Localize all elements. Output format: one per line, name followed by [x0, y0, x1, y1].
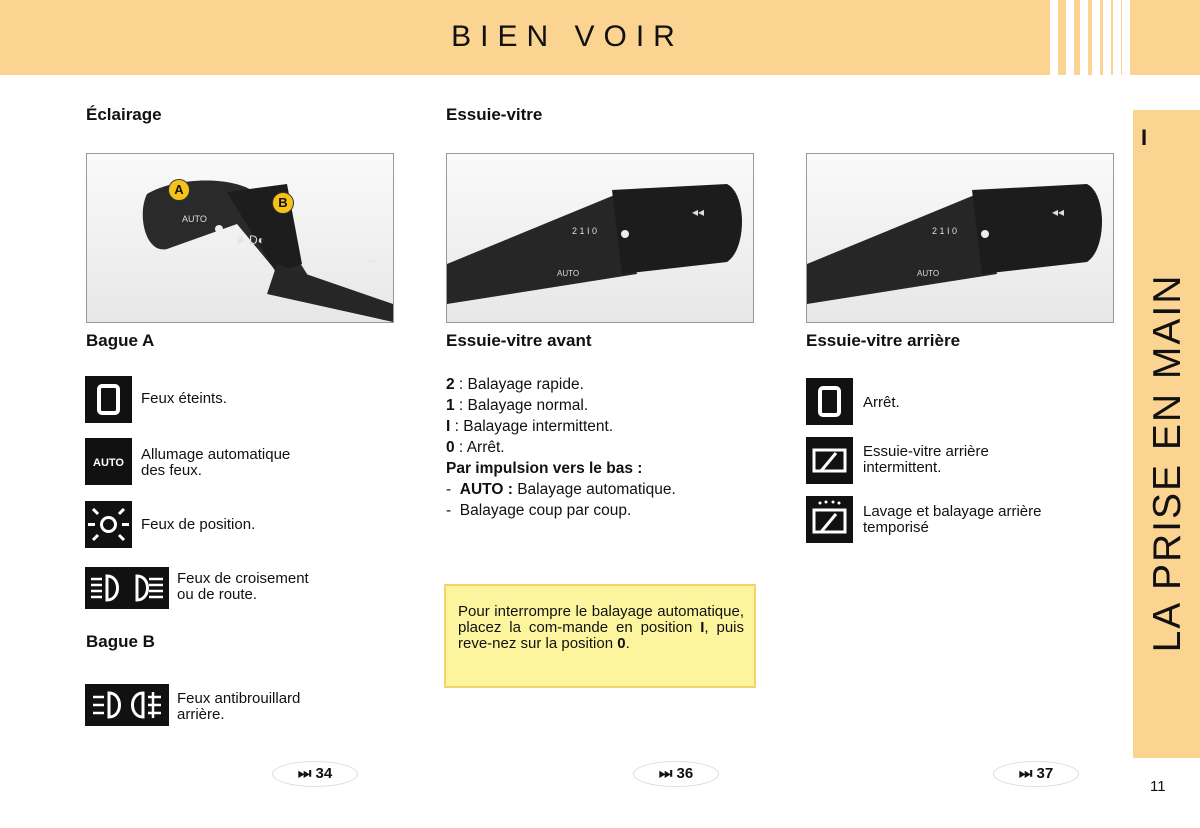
rear-wiper-heading: Essuie-vitre arrière	[806, 331, 961, 350]
svg-text:2 1 I 0: 2 1 I 0	[932, 226, 958, 236]
lights-off-label: Feux éteints.	[141, 390, 227, 407]
section-heading-essuie-vitre: Essuie-vitre	[446, 105, 543, 124]
svg-text:⇔: ⇔	[367, 253, 379, 267]
lights-off-icon	[85, 376, 132, 423]
headlamp-line2: ou de route.	[177, 586, 258, 603]
auto-icon	[85, 438, 132, 485]
auto-icon-label: AUTO	[93, 457, 124, 469]
stop-icon	[806, 378, 853, 425]
section-heading-eclairage: Éclairage	[86, 105, 162, 124]
chapter-title: LA PRISE EN MAIN	[1146, 273, 1189, 653]
bague-a-heading: Bague A	[86, 331, 155, 350]
rear-fog-icon	[85, 684, 169, 726]
badge-b: B	[272, 192, 294, 214]
svg-text:◂◂: ◂◂	[1052, 205, 1065, 219]
chapter-number: I	[1141, 125, 1148, 150]
side-light-label: Feux de position.	[141, 516, 256, 533]
rear-wiper-intermittent-icon	[806, 437, 853, 484]
forward-icon: ⏭	[1018, 765, 1033, 782]
rear-wash-line1: Lavage et balayage arrière	[863, 503, 1042, 520]
rear-fog-line1: Feux antibrouillard	[177, 690, 301, 707]
rear-wiper-intermittent-line2: intermittent.	[863, 459, 942, 476]
note-text: Pour interrompre le balayage automatique, placez la com-mande en position I, puis reve-nez sur la position 0.	[458, 603, 744, 652]
headlamp-icon	[85, 567, 169, 609]
side-light-icon	[85, 501, 132, 548]
headlamp-label	[177, 571, 309, 603]
auto-lighting-line2: des feux.	[141, 462, 202, 479]
page-reference-37[interactable]: ⏭ 37	[993, 761, 1079, 787]
position-line: 0 : Arrêt.	[446, 439, 505, 456]
note-box	[444, 584, 756, 688]
forward-icon: ⏭	[297, 765, 312, 782]
impulse-title: Par impulsion vers le bas :	[446, 460, 643, 477]
svg-text:AUTO: AUTO	[182, 214, 207, 224]
svg-text:AUTO: AUTO	[917, 269, 940, 278]
headlamp-line1: Feux de croisement	[177, 570, 309, 587]
position-line: 1 : Balayage normal.	[446, 397, 589, 414]
svg-text:AUTO: AUTO	[557, 269, 580, 278]
badge-a: A	[168, 179, 190, 201]
page-reference-36[interactable]: ⏭ 36	[633, 761, 719, 787]
svg-text:◂◂: ◂◂	[692, 205, 705, 219]
position-line: I : Balayage intermittent.	[446, 418, 614, 435]
impulse-single-line: - Balayage coup par coup.	[446, 502, 632, 519]
svg-text:2 1 I 0: 2 1 I 0	[572, 226, 598, 236]
rear-wash-line2: temporisé	[863, 519, 929, 536]
forward-icon: ⏭	[658, 765, 673, 782]
front-wiper-positions	[446, 374, 676, 521]
auto-lighting-label	[141, 447, 290, 479]
rear-fog-label	[177, 691, 300, 723]
bague-b-heading: Bague B	[86, 632, 155, 651]
impulse-auto-line: - AUTO : Balayage automatique.	[446, 481, 676, 498]
rear-wiper-intermittent-label	[863, 444, 989, 476]
page-number: 11	[1150, 778, 1166, 795]
rear-fog-line2: arrière.	[177, 706, 225, 723]
rear-wiper-intermittent-line1: Essuie-vitre arrière	[863, 443, 989, 460]
stop-label: Arrêt.	[863, 394, 900, 411]
page-title: BIEN VOIR	[451, 20, 684, 53]
front-wiper-heading: Essuie-vitre avant	[446, 331, 592, 350]
position-line: 2 : Balayage rapide.	[446, 376, 584, 393]
rear-wash-label	[863, 504, 1113, 536]
front-wiper-stalk-photo	[446, 153, 754, 323]
rear-wiper-stalk-photo	[806, 153, 1114, 323]
auto-lighting-line1: Allumage automatique	[141, 446, 291, 463]
lighting-stalk-photo	[86, 153, 394, 323]
svg-text:≢D◐: ≢D◐	[237, 233, 265, 247]
page-reference-34[interactable]: ⏭ 34	[272, 761, 358, 787]
rear-wash-icon	[806, 496, 853, 543]
